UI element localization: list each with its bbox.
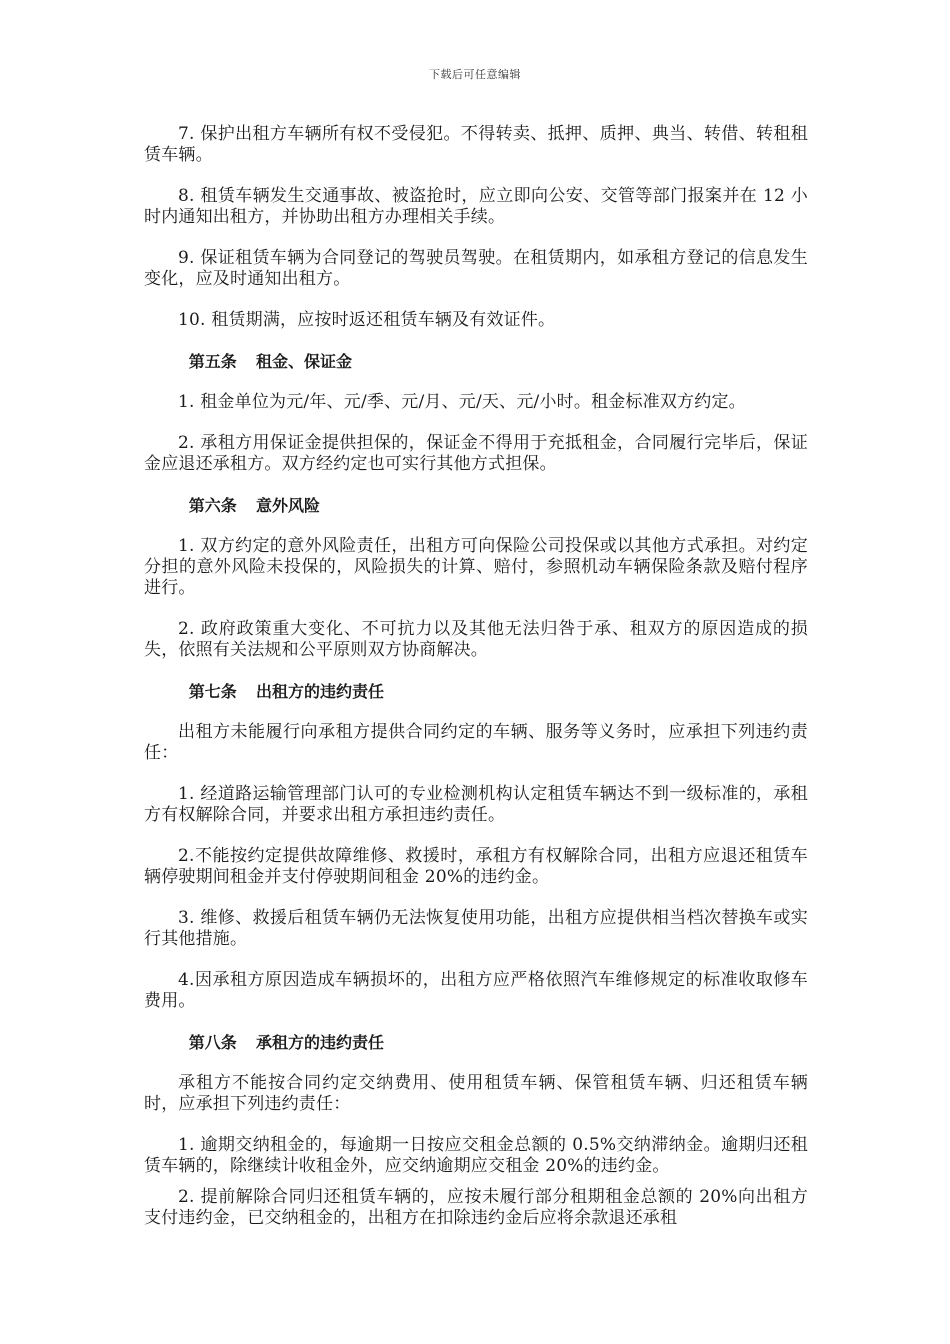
article-title: 承租方的违约责任 (256, 1033, 385, 1052)
article-8-heading (144, 1032, 808, 1053)
article-7-item-2: 2.不能按约定提供故障维修、救援时，承租方有权解除合同，出租方应退还租赁车辆停驶期间租金并支付停驶期间租金 20%的违约金。 (144, 846, 808, 887)
article-title: 意外风险 (256, 496, 321, 515)
page-header: 下载后可任意编辑 (429, 68, 521, 81)
clause-item-7: 7. 保护出租方车辆所有权不受侵犯。不得转卖、抵押、质押、典当、转借、转租租赁车辆。 (144, 124, 808, 165)
article-7-heading (144, 681, 808, 702)
article-title: 出租方的违约责任 (256, 682, 385, 701)
clause-item-10: 10. 租赁期满，应按时返还租赁车辆及有效证件。 (178, 310, 556, 330)
article-number: 第七条 (188, 682, 237, 701)
clause-item-8: 8. 租赁车辆发生交通事故、被盗抢时，应立即向公安、交管等部门报案并在 12 小时内通知出租方，并协助出租方办理相关手续。 (144, 186, 808, 227)
article-6-item-2: 2. 政府政策重大变化、不可抗力以及其他无法归咎于承、租双方的原因造成的损失，依照有关法规和公平原则双方协商解决。 (144, 619, 808, 660)
article-7-item-3: 3. 维修、救援后租赁车辆仍无法恢复使用功能，出租方应提供相当档次替换车或实行其他措施。 (144, 908, 808, 949)
article-number: 第六条 (188, 496, 237, 515)
article-7-intro: 出租方未能履行向承租方提供合同约定的车辆、服务等义务时，应承担下列违约责任： (144, 722, 808, 763)
article-title: 租金、保证金 (256, 352, 353, 371)
article-6-item-1: 1. 双方约定的意外风险责任，出租方可向保险公司投保或以其他方式承担。对约定分担的意外风险未投保的，风险损失的计算、赔付，参照机动车辆保险条款及赔付程序进行。 (144, 536, 808, 598)
article-8-item-2: 2. 提前解除合同归还租赁车辆的，应按未履行部分租期租金总额的 20%向出租方支付违约金，已交纳租金的，出租方在扣除违约金后应将余款退还承租 (144, 1187, 808, 1228)
article-6-heading (144, 495, 808, 516)
article-5-heading (144, 351, 808, 372)
article-7-item-4: 4.因承租方原因造成车辆损坏的，出租方应严格依照汽车维修规定的标准收取修车费用。 (144, 970, 808, 1011)
article-number: 第五条 (188, 352, 237, 371)
article-8-intro: 承租方不能按合同约定交纳费用、使用租赁车辆、保管租赁车辆、归还租赁车辆时，应承担下列违约责任： (144, 1073, 808, 1114)
article-5-item-1: 1. 租金单位为元/年、元/季、元/月、元/天、元/小时。租金标准双方约定。 (178, 392, 746, 412)
article-5-item-2: 2. 承租方用保证金提供担保的，保证金不得用于充抵租金，合同履行完毕后，保证金应退还承租方。双方经约定也可实行其他方式担保。 (144, 433, 808, 474)
clause-item-9: 9. 保证租赁车辆为合同登记的驾驶员驾驶。在租赁期内，如承租方登记的信息发生变化，应及时通知出租方。 (144, 248, 808, 289)
document-body (144, 124, 808, 1249)
article-8-item-1: 1. 逾期交纳租金的，每逾期一日按应交租金总额的 0.5%交纳滞纳金。逾期归还租赁车辆的，除继续计收租金外，应交纳逾期应交租金 20%的违约金。 (144, 1135, 808, 1176)
article-7-item-1: 1. 经道路运输管理部门认可的专业检测机构认定租赁车辆达不到一级标准的，承租方有权解除合同，并要求出租方承担违约责任。 (144, 784, 808, 825)
article-number: 第八条 (188, 1033, 237, 1052)
